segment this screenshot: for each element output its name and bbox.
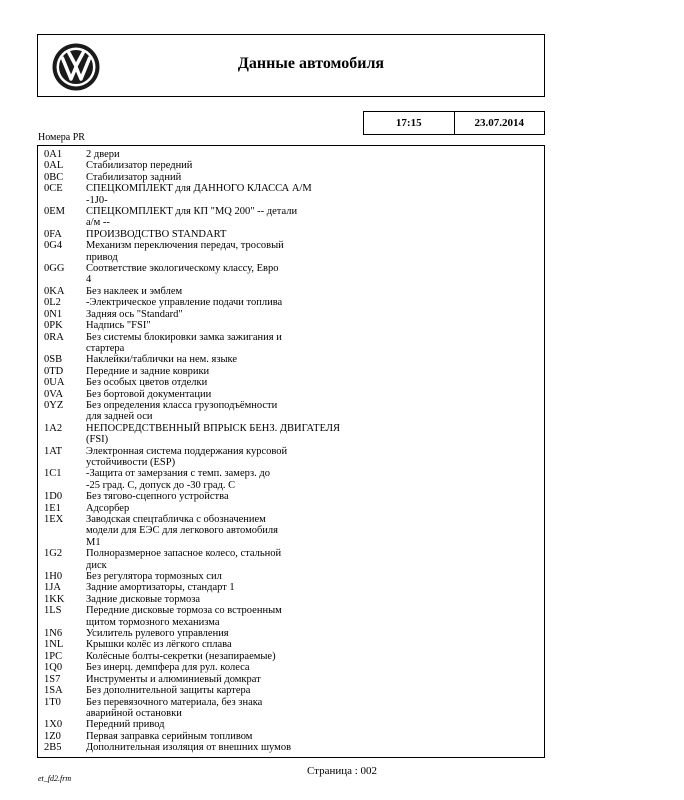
list-item: [38, 662, 544, 673]
pr-code: [38, 411, 86, 422]
pr-code: 1C1: [44, 468, 62, 480]
list-item: [38, 594, 544, 605]
pr-description: 4: [86, 274, 92, 286]
list-item: [38, 468, 544, 479]
pr-description: устойчивости (ESP): [86, 456, 176, 468]
pr-description: -Электрическое управление подачи топлива: [86, 297, 283, 309]
pr-code: 0YZ: [44, 399, 64, 411]
pr-description: Задние дисковые тормоза: [86, 593, 201, 605]
pr-description: Полноразмерное запасное колесо, стальной: [86, 548, 282, 560]
pr-code: 1PC: [44, 650, 63, 662]
list-item: [38, 582, 544, 593]
pr-description: -1J0-: [86, 194, 108, 206]
pr-description: Без системы блокировки замка зажигания и: [86, 331, 282, 343]
pr-code: 1S7: [44, 673, 61, 685]
list-item: [38, 708, 544, 719]
pr-code: 0AL: [44, 160, 64, 172]
list-item: [38, 377, 544, 388]
pr-description: -25 град. С, допуск до -30 град. С: [86, 479, 236, 491]
pr-code: 1Z0: [44, 730, 61, 742]
pr-code: [38, 617, 86, 628]
pr-code: [38, 434, 86, 445]
pr-description: Механизм переключения передач, тросовый: [86, 240, 284, 252]
list-item: [38, 719, 544, 730]
pr-description: Адсорбер: [86, 502, 130, 514]
list-item: [38, 206, 544, 217]
list-item: [38, 183, 544, 194]
pr-description: Без регулятора тормозных сил: [86, 571, 222, 583]
pr-description: Колёсные болты-секретки (незапираемые): [86, 650, 276, 662]
pr-code: 0GG: [44, 263, 65, 275]
list-item: [38, 560, 544, 571]
pr-code: 1A2: [44, 422, 63, 434]
pr-description: Усилитель рулевого управления: [86, 628, 229, 640]
pr-description: щитом тормозного механизма: [86, 616, 220, 628]
pr-code: 0RA: [44, 331, 64, 343]
list-item: [38, 240, 544, 251]
pr-code: [38, 537, 86, 548]
list-item: [38, 731, 544, 742]
pr-code: 0N1: [44, 308, 63, 320]
list-item: [38, 651, 544, 662]
pr-description: ПРОИЗВОДСТВО STANDART: [86, 228, 227, 240]
list-item: [38, 491, 544, 502]
list-item: [38, 229, 544, 240]
pr-code: 1G2: [44, 548, 63, 560]
list-item: [38, 628, 544, 639]
list-item: [38, 389, 544, 400]
header-box: [37, 34, 545, 97]
list-item: [38, 320, 544, 331]
list-item: [38, 503, 544, 514]
list-item: [38, 525, 544, 536]
pr-description: модели для ЕЭС для легкового автомобиля: [86, 525, 278, 537]
pr-code: 0SB: [44, 354, 63, 366]
list-item: [38, 400, 544, 411]
pr-description: Первая заправка серийным топливом: [86, 730, 253, 742]
pr-code: 1D0: [44, 491, 63, 503]
pr-description: Заводская спецтабличка с обозначением: [86, 514, 266, 525]
pr-code: [38, 708, 86, 719]
pr-description: Без особых цветов отделки: [86, 377, 208, 389]
list-item: [38, 343, 544, 354]
pr-code: 0CE: [44, 183, 63, 195]
list-item: [38, 286, 544, 297]
pr-description: Соответствие экологическому классу, Евро: [86, 263, 279, 275]
pr-code: 1JA: [44, 582, 61, 594]
pr-description: привод: [86, 251, 118, 263]
pr-description: Надпись "FSI": [86, 320, 151, 332]
list-item: [38, 297, 544, 308]
pr-code: 0TD: [44, 365, 64, 377]
pr-code: 1SA: [44, 685, 63, 697]
pr-code: 0G4: [44, 240, 63, 252]
list-item: [38, 160, 544, 171]
list-item: [38, 685, 544, 696]
pr-description: (FSI): [86, 434, 109, 446]
pr-description: стартера: [86, 342, 125, 354]
list-item: [38, 537, 544, 548]
pr-code: 0VA: [44, 388, 64, 400]
pr-description: Крышки колёс из лёгкого сплава: [86, 639, 232, 651]
list-item: [38, 697, 544, 708]
pr-codes-list: [37, 145, 545, 758]
list-item: [38, 434, 544, 445]
pr-description: СПЕЦКОМПЛЕКТ для ДАННОГО КЛАССА А/М: [86, 183, 312, 195]
pr-description: Электронная система поддержания курсовой: [86, 445, 288, 457]
pr-description: Инструменты и алюминиевый домкрат: [86, 673, 261, 685]
pr-description: Без дополнительной защиты картера: [86, 685, 251, 697]
pr-description: для задней оси: [86, 411, 153, 423]
pr-description: Без инерц. демпфера для рул. колеса: [86, 662, 250, 674]
list-item: [38, 263, 544, 274]
list-item: [38, 309, 544, 320]
pr-code: [38, 480, 86, 491]
pr-code: 1T0: [44, 696, 61, 708]
list-item: [38, 274, 544, 285]
timestamp-box: [363, 111, 545, 135]
pr-description: Без наклеек и эмблем: [86, 285, 183, 297]
pr-code: 2B5: [44, 742, 62, 754]
list-item: [38, 674, 544, 685]
pr-description: диск: [86, 559, 107, 571]
pr-code: 0EM: [44, 206, 65, 218]
pr-description: Передние и задние коврики: [86, 365, 210, 377]
pr-code: [38, 252, 86, 263]
pr-description: Задняя ось "Standard": [86, 308, 183, 320]
list-item: [38, 149, 544, 160]
pr-description: Передние дисковые тормоза со встроенным: [86, 605, 282, 617]
pr-description: Стабилизатор передний: [86, 160, 193, 172]
pr-code: [38, 195, 86, 206]
list-item: [38, 548, 544, 559]
pr-code: 1KK: [44, 593, 65, 605]
list-item: [38, 252, 544, 263]
pr-description: Наклейки/таблички на нем. языке: [86, 354, 238, 366]
pr-description: Без бортовой документации: [86, 388, 212, 400]
pr-code: 0UA: [44, 377, 65, 389]
list-item: [38, 411, 544, 422]
pr-description: НЕПОСРЕДСТВЕННЫЙ ВПРЫСК БЕНЗ. ДВИГАТЕЛЯ: [86, 422, 340, 434]
list-item: [38, 457, 544, 468]
pr-description: аварийной остановки: [86, 707, 182, 719]
pr-description: Без тягово-сцепного устройства: [86, 491, 229, 503]
list-item: [38, 423, 544, 434]
pr-code: 0BC: [44, 171, 64, 183]
pr-code: [38, 457, 86, 468]
pr-code: 0KA: [44, 285, 65, 297]
pr-code: [38, 560, 86, 571]
pr-description: M1: [86, 536, 101, 548]
pr-code: [38, 343, 86, 354]
pr-description: Передний привод: [86, 719, 165, 731]
list-item: [38, 742, 544, 753]
pr-code: 1E1: [44, 502, 61, 514]
list-item: [38, 571, 544, 582]
list-item: [38, 639, 544, 650]
section-label: Номера PR: [38, 132, 85, 143]
pr-description: 2 двери: [86, 149, 120, 160]
pr-description: а/м --: [86, 217, 110, 229]
pr-description: СПЕЦКОМПЛЕКТ для КП "MQ 200" -- детали: [86, 206, 298, 218]
pr-code: 1NL: [44, 639, 64, 651]
pr-description: Без определения класса грузоподъёмности: [86, 399, 278, 411]
pr-code: [38, 274, 86, 285]
list-item: [38, 366, 544, 377]
pr-code: 1AT: [44, 445, 63, 457]
form-filename: et_fd2.frm: [38, 774, 72, 783]
pr-description: Дополнительная изоляция от внешних шумов: [86, 742, 292, 754]
list-item: [38, 605, 544, 616]
list-item: [38, 514, 544, 525]
pr-code: 1EX: [44, 514, 64, 525]
list-item: [38, 195, 544, 206]
pr-description: -Защита от замерзания с темп. замерз. до: [86, 468, 270, 480]
pr-code: 1N6: [44, 628, 63, 640]
list-item: [38, 217, 544, 228]
list-item: [38, 332, 544, 343]
pr-description: Стабилизатор задний: [86, 171, 182, 183]
time-value: 17:15: [395, 117, 422, 129]
page-number: Страница : 002: [306, 765, 378, 777]
pr-code: 1X0: [44, 719, 63, 731]
pr-description: Без перевязочного материала, без знака: [86, 696, 263, 708]
list-item: [38, 617, 544, 628]
pr-code: 0FA: [44, 228, 62, 240]
list-item: [38, 480, 544, 491]
pr-code: 0PK: [44, 320, 63, 332]
list-item: [38, 172, 544, 183]
pr-code: 0L2: [44, 297, 61, 309]
pr-description: Задние амортизаторы, стандарт 1: [86, 582, 235, 594]
list-item: [38, 446, 544, 457]
pr-code: [38, 525, 86, 536]
pr-code: 1LS: [44, 605, 62, 617]
pr-code: [38, 217, 86, 228]
date-value: 23.07.2014: [454, 112, 545, 134]
pr-code: 1H0: [44, 571, 63, 583]
page-title: Данные автомобиля: [237, 55, 385, 72]
pr-code: 1Q0: [44, 662, 63, 674]
list-item: [38, 354, 544, 365]
pr-code: 0A1: [44, 149, 63, 160]
